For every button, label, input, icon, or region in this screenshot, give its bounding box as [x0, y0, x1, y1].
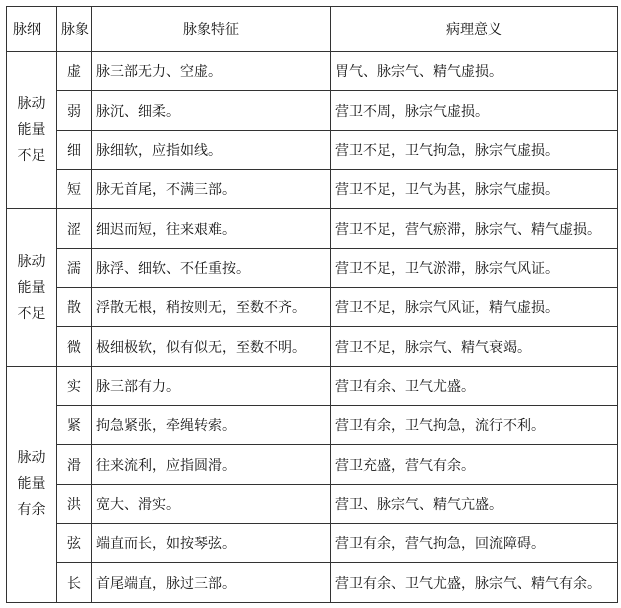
pulse-name-cell: 虚	[57, 52, 92, 91]
table-row	[7, 209, 618, 248]
pulse-name-cell: 洪	[57, 484, 92, 523]
table-row	[7, 170, 618, 209]
pulse-category-label-line: 能量	[17, 122, 46, 139]
pulse-feature-cell: 往来流利，应指圆滑。	[92, 445, 331, 484]
pulse-feature-cell: 脉三部有力。	[92, 366, 331, 405]
table-row	[7, 288, 618, 327]
table-row	[7, 484, 618, 523]
pulse-feature-cell: 浮散无根，稍按则无，至数不齐。	[92, 288, 331, 327]
pulse-category-cell	[7, 209, 57, 366]
pulse-category-label-line: 脉动	[17, 96, 46, 113]
pulse-category-cell	[7, 52, 57, 209]
pulse-feature-cell: 拘急紧张，牵绳转索。	[92, 406, 331, 445]
table-row	[7, 563, 618, 603]
pathological-meaning-cell: 营卫有余、卫气尤盛，脉宗气、精气有余。	[331, 563, 618, 603]
table-row	[7, 366, 618, 405]
pulse-name-cell: 长	[57, 563, 92, 603]
pathological-meaning-cell: 营卫不足，卫气为甚，脉宗气虚损。	[331, 170, 618, 209]
pathological-meaning-cell: 营卫不周，脉宗气虚损。	[331, 91, 618, 130]
pulse-feature-cell: 脉无首尾，不满三部。	[92, 170, 331, 209]
header-pathological-meaning: 病理意义	[331, 7, 618, 52]
pulse-feature-cell: 脉沉、细柔。	[92, 91, 331, 130]
pulse-category-label-line: 脉动	[17, 450, 46, 467]
pulse-category-label-line: 能量	[17, 279, 46, 296]
table-row	[7, 445, 618, 484]
pathological-meaning-cell: 营卫有余、卫气尤盛。	[331, 366, 618, 405]
pulse-name-cell: 细	[57, 130, 92, 169]
pulse-feature-cell: 首尾端直，脉过三部。	[92, 563, 331, 603]
pathological-meaning-cell: 营卫有余，营气拘急，回流障碍。	[331, 524, 618, 563]
pulse-category-label-line: 能量	[17, 476, 46, 493]
pulse-feature-cell: 宽大、滑实。	[92, 484, 331, 523]
header-pulse-category: 脉纲	[7, 7, 57, 52]
table-row	[7, 248, 618, 287]
pathological-meaning-cell: 营卫有余，卫气拘急，流行不利。	[331, 406, 618, 445]
header-pulse-feature: 脉象特征	[92, 7, 331, 52]
pulse-category-label-line: 脉动	[17, 253, 46, 270]
table-row	[7, 327, 618, 366]
pathological-meaning-cell: 营卫不足，脉宗气风证，精气虚损。	[331, 288, 618, 327]
table-body	[7, 52, 618, 603]
pulse-feature-cell: 脉浮、细软、不任重按。	[92, 248, 331, 287]
pulse-name-cell: 紧	[57, 406, 92, 445]
table-row	[7, 130, 618, 169]
pulse-name-cell: 濡	[57, 248, 92, 287]
pathological-meaning-cell: 营卫、脉宗气、精气亢盛。	[331, 484, 618, 523]
pulse-feature-cell: 脉细软，应指如线。	[92, 130, 331, 169]
pathological-meaning-cell: 胃气、脉宗气、精气虚损。	[331, 52, 618, 91]
pathological-meaning-cell: 营卫不足，营气瘀滞，脉宗气、精气虚损。	[331, 209, 618, 248]
pulse-feature-cell: 脉三部无力、空虚。	[92, 52, 331, 91]
table-row	[7, 406, 618, 445]
pathological-meaning-cell: 营卫不足，卫气拘急，脉宗气虚损。	[331, 130, 618, 169]
pulse-name-cell: 微	[57, 327, 92, 366]
pulse-category-label-line: 有余	[17, 502, 46, 519]
pulse-feature-cell: 端直而长，如按琴弦。	[92, 524, 331, 563]
pulse-name-cell: 实	[57, 366, 92, 405]
pathological-meaning-cell: 营卫不足，脉宗气、精气衰竭。	[331, 327, 618, 366]
table-header-row	[7, 7, 618, 52]
pulse-name-cell: 涩	[57, 209, 92, 248]
table-row	[7, 91, 618, 130]
pulse-name-cell: 散	[57, 288, 92, 327]
pulse-category-label-line: 不足	[17, 148, 46, 165]
pulse-name-cell: 弦	[57, 524, 92, 563]
pulse-table	[6, 6, 618, 603]
pulse-name-cell: 滑	[57, 445, 92, 484]
table-row	[7, 524, 618, 563]
pulse-name-cell: 弱	[57, 91, 92, 130]
pulse-category-cell	[7, 366, 57, 602]
pathological-meaning-cell: 营卫不足，卫气淤滞，脉宗气风证。	[331, 248, 618, 287]
header-pulse-type: 脉象	[57, 7, 92, 52]
pathological-meaning-cell: 营卫充盛，营气有余。	[331, 445, 618, 484]
pulse-feature-cell: 细迟而短，往来艰难。	[92, 209, 331, 248]
pulse-feature-cell: 极细极软，似有似无，至数不明。	[92, 327, 331, 366]
pulse-name-cell: 短	[57, 170, 92, 209]
table-row	[7, 52, 618, 91]
pulse-category-label-line: 不足	[17, 305, 46, 322]
